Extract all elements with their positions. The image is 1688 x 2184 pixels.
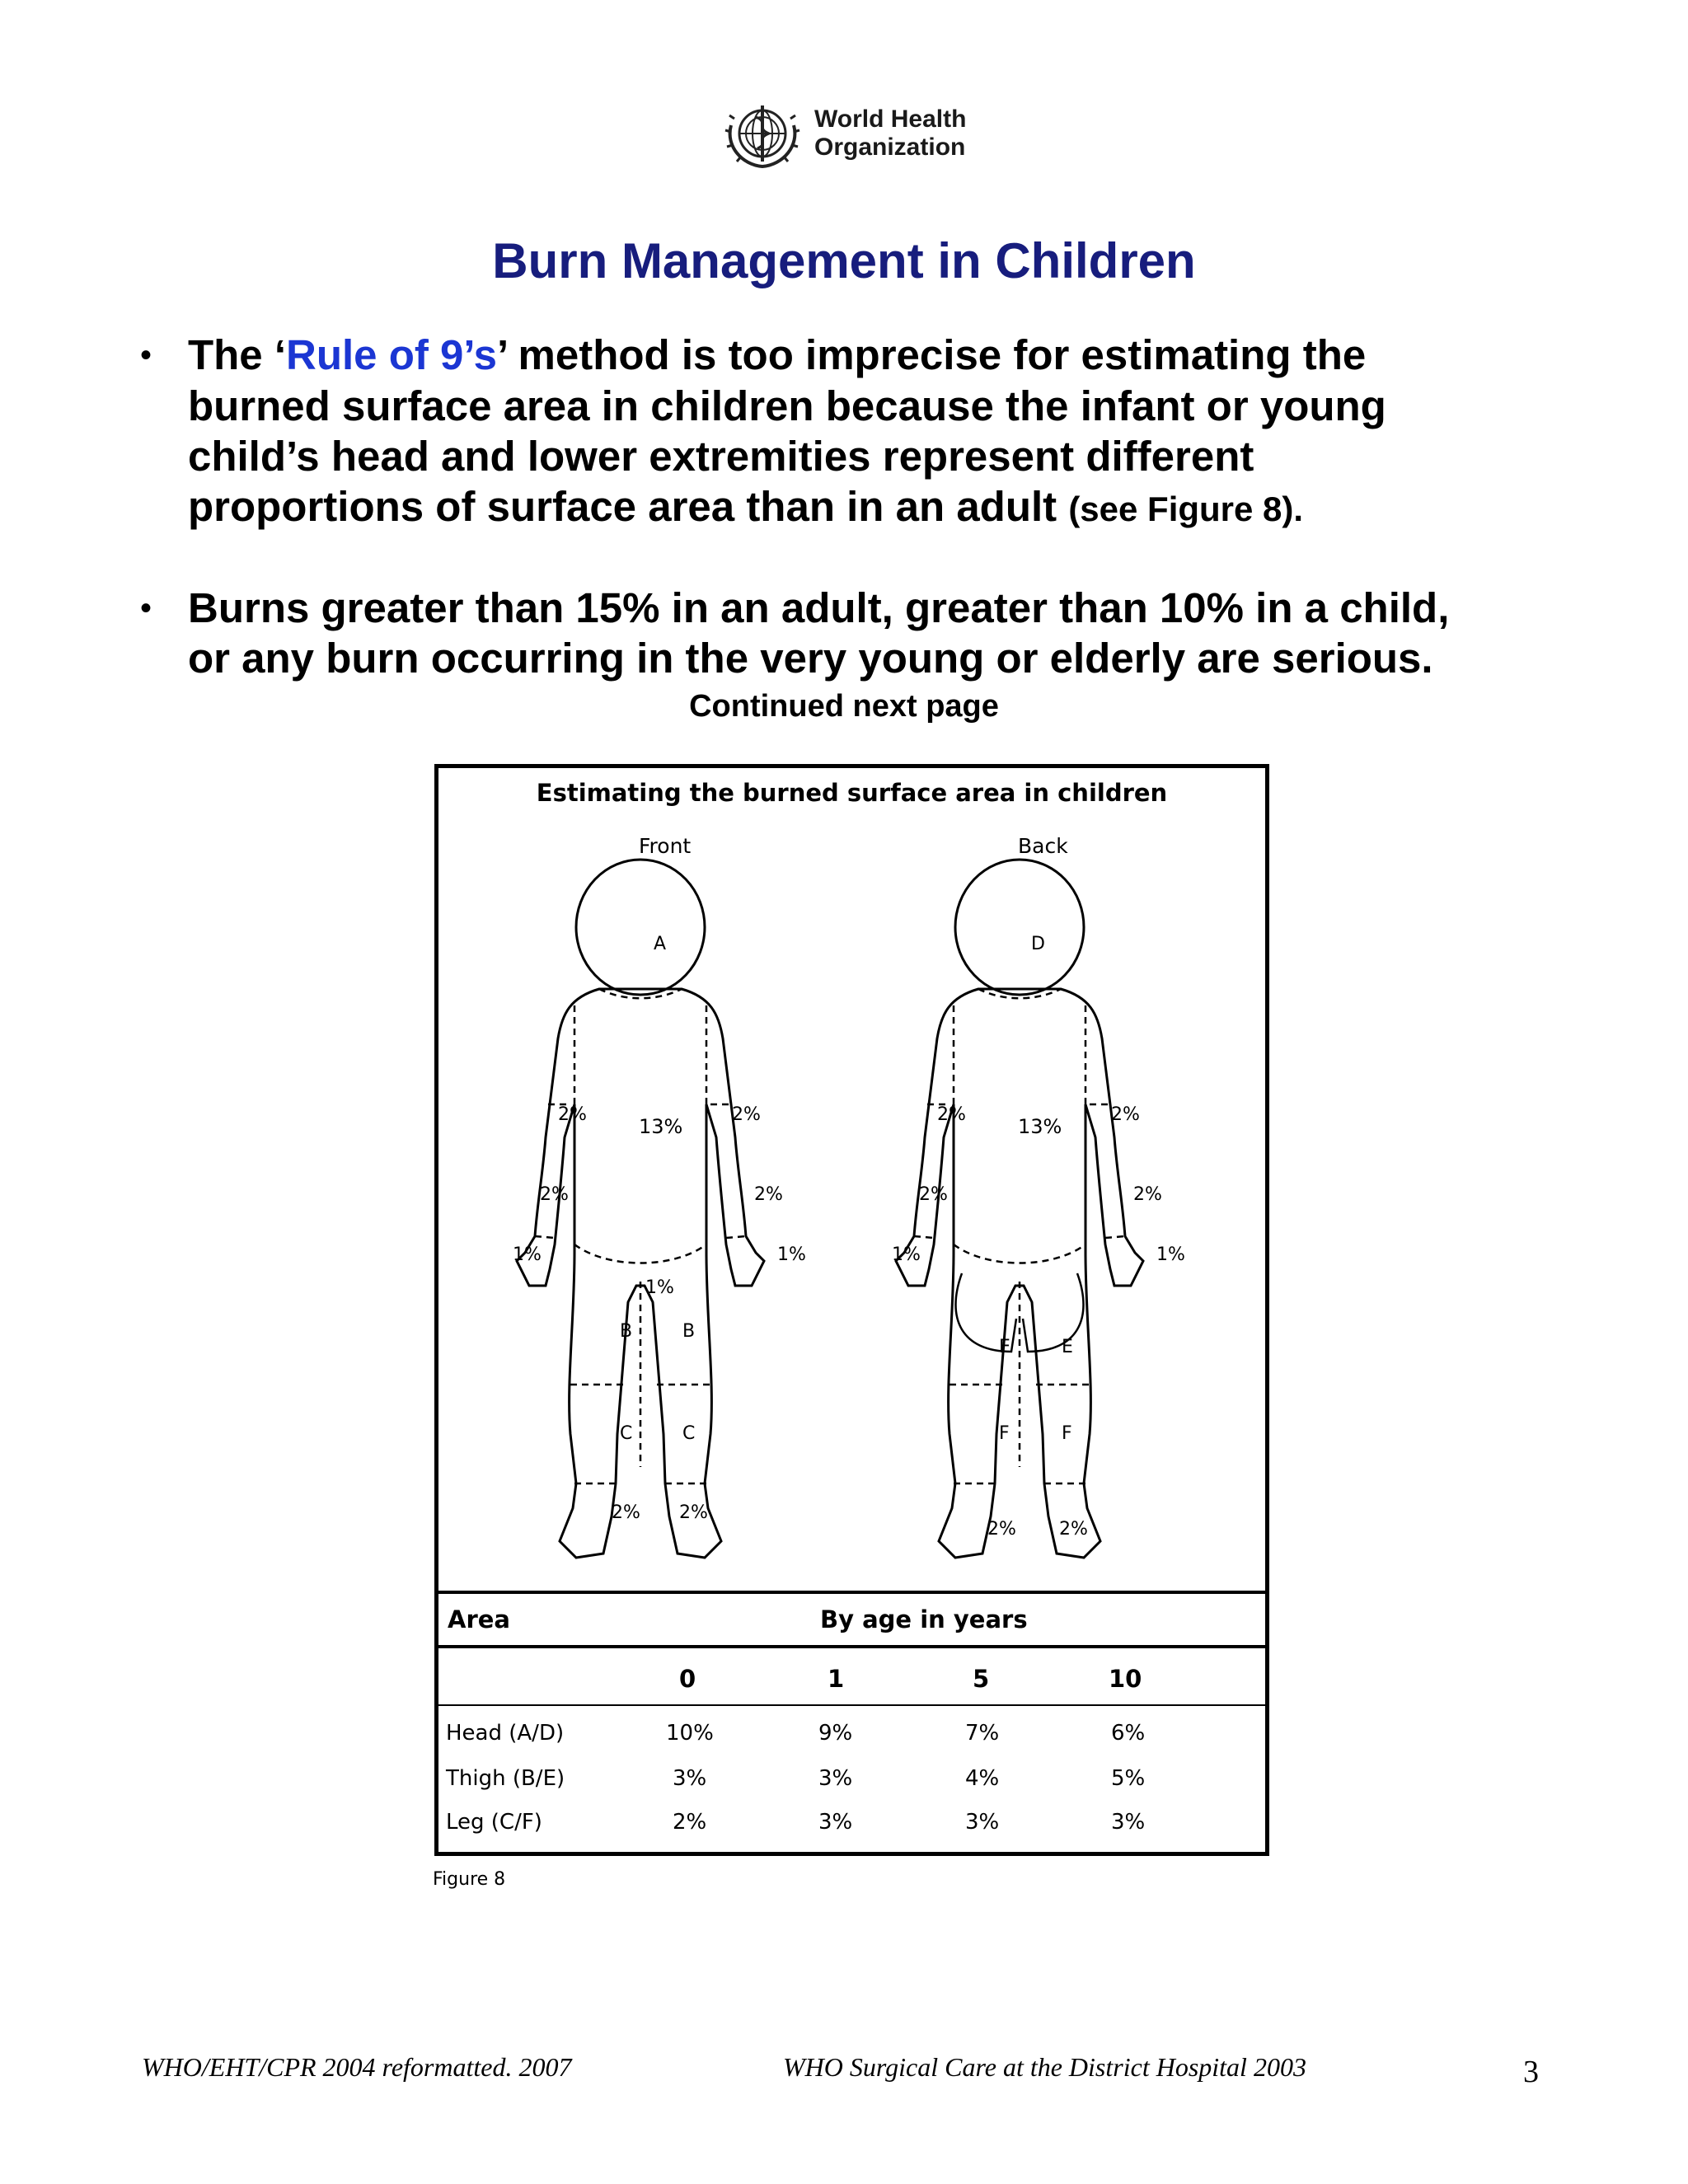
table-row-area: Leg (C/F) xyxy=(446,1810,542,1835)
text-run: proportions of surface area than in an adult xyxy=(188,483,1069,530)
back-hand-right-label: 1% xyxy=(1156,1244,1185,1265)
front-foot-left-label: 2% xyxy=(612,1502,640,1523)
back-thigh-right-label: E xyxy=(1062,1337,1073,1357)
table-cell: 3% xyxy=(818,1810,853,1835)
front-view-label: Front xyxy=(639,834,692,858)
table-cell: 7% xyxy=(965,1721,1000,1746)
front-head-label: A xyxy=(654,934,667,954)
back-foot-left-label: 2% xyxy=(987,1519,1016,1540)
back-foot-right-label: 2% xyxy=(1059,1519,1088,1540)
back-leg-left-label: F xyxy=(999,1423,1010,1444)
bullet-1-line-1 xyxy=(188,330,1366,381)
table-top-rule xyxy=(434,1591,1269,1594)
table-cell: 3% xyxy=(1111,1810,1146,1835)
text-run: The ‘ xyxy=(188,331,287,378)
front-forearm-right-label: 2% xyxy=(754,1184,783,1205)
back-upper-arm-left-label: 2% xyxy=(937,1104,966,1125)
back-upper-arm-right-label: 2% xyxy=(1111,1104,1140,1125)
text-run: ’ method is too imprecise for estimating the xyxy=(497,331,1367,378)
front-forearm-left-label: 2% xyxy=(540,1184,569,1205)
back-trunk-label: 13% xyxy=(1018,1115,1062,1138)
table-cell: 3% xyxy=(965,1810,1000,1835)
continued-note: Continued next page xyxy=(689,689,999,724)
org-name-line1: World Health xyxy=(814,105,967,133)
table-cell: 9% xyxy=(818,1721,853,1746)
table-cell: 3% xyxy=(818,1766,853,1791)
back-figure xyxy=(896,860,1143,1558)
footer-left: WHO/EHT/CPR 2004 reformatted. 2007 xyxy=(142,2052,572,2082)
table-age-col: 1 xyxy=(828,1665,845,1693)
front-figure xyxy=(517,860,764,1558)
back-view-label: Back xyxy=(1018,834,1068,858)
front-thigh-right-label: B xyxy=(682,1321,696,1342)
front-hand-right-label: 1% xyxy=(777,1244,806,1265)
org-name xyxy=(814,105,966,162)
figure-caption: Figure 8 xyxy=(433,1869,506,1890)
table-area-header: Area xyxy=(448,1605,510,1633)
front-thigh-left-label: B xyxy=(620,1321,633,1342)
table-cell: 3% xyxy=(673,1766,707,1791)
table-row-area: Thigh (B/E) xyxy=(446,1766,565,1791)
front-leg-left-label: C xyxy=(620,1423,633,1444)
bullet-2-line-1: Burns greater than 15% in an adult, greater than 10% in a child, xyxy=(188,584,1450,631)
table-age-header: By age in years xyxy=(820,1605,1028,1633)
back-hand-left-label: 1% xyxy=(892,1244,921,1265)
page-title: Burn Management in Children xyxy=(492,233,1196,288)
front-genital-label: 1% xyxy=(645,1277,674,1298)
bullet-1-line-3: child’s head and lower extremities represent different xyxy=(188,433,1254,480)
bullet-2-line-2: or any burn occurring in the very young or elderly are serious. xyxy=(188,635,1433,682)
table-cell: 2% xyxy=(673,1810,707,1835)
bullet-marker: • xyxy=(140,337,152,373)
figure-title: Estimating the burned surface area in children xyxy=(536,779,1168,807)
page-number: 3 xyxy=(1523,2055,1539,2089)
back-head-label: D xyxy=(1031,934,1045,954)
rule-of-nines-highlight: Rule of 9’s xyxy=(286,331,498,378)
table-cell: 10% xyxy=(666,1721,714,1746)
front-leg-right-label: C xyxy=(682,1423,696,1444)
table-row-area: Head (A/D) xyxy=(446,1721,565,1746)
front-upper-arm-right-label: 2% xyxy=(732,1104,761,1125)
front-foot-right-label: 2% xyxy=(679,1502,708,1523)
table-header-rule xyxy=(434,1645,1269,1648)
org-name-line2: Organization xyxy=(814,134,966,161)
table-cell: 4% xyxy=(965,1766,1000,1791)
table-cell: 6% xyxy=(1111,1721,1146,1746)
table-age-col: 5 xyxy=(973,1665,990,1693)
front-trunk-label: 13% xyxy=(639,1115,683,1138)
bullet-1-line-4 xyxy=(188,481,1303,535)
back-forearm-left-label: 2% xyxy=(919,1184,948,1205)
figure-reference: (see Figure 8). xyxy=(1068,490,1304,528)
body-diagram xyxy=(434,857,1269,1591)
table-age-col: 0 xyxy=(679,1665,696,1693)
back-leg-right-label: F xyxy=(1062,1423,1072,1444)
table-cell: 5% xyxy=(1111,1766,1146,1791)
table-age-col: 10 xyxy=(1109,1665,1142,1693)
front-upper-arm-left-label: 2% xyxy=(558,1104,587,1125)
front-hand-left-label: 1% xyxy=(513,1244,542,1265)
bullet-1-line-2: burned surface area in children because the infant or young xyxy=(188,382,1386,429)
footer-center: WHO Surgical Care at the District Hospital 2003 xyxy=(783,2052,1306,2082)
back-thigh-left-label: E xyxy=(999,1337,1010,1357)
back-forearm-right-label: 2% xyxy=(1133,1184,1162,1205)
table-subheader-rule xyxy=(434,1704,1269,1706)
bullet-marker: • xyxy=(140,590,152,626)
